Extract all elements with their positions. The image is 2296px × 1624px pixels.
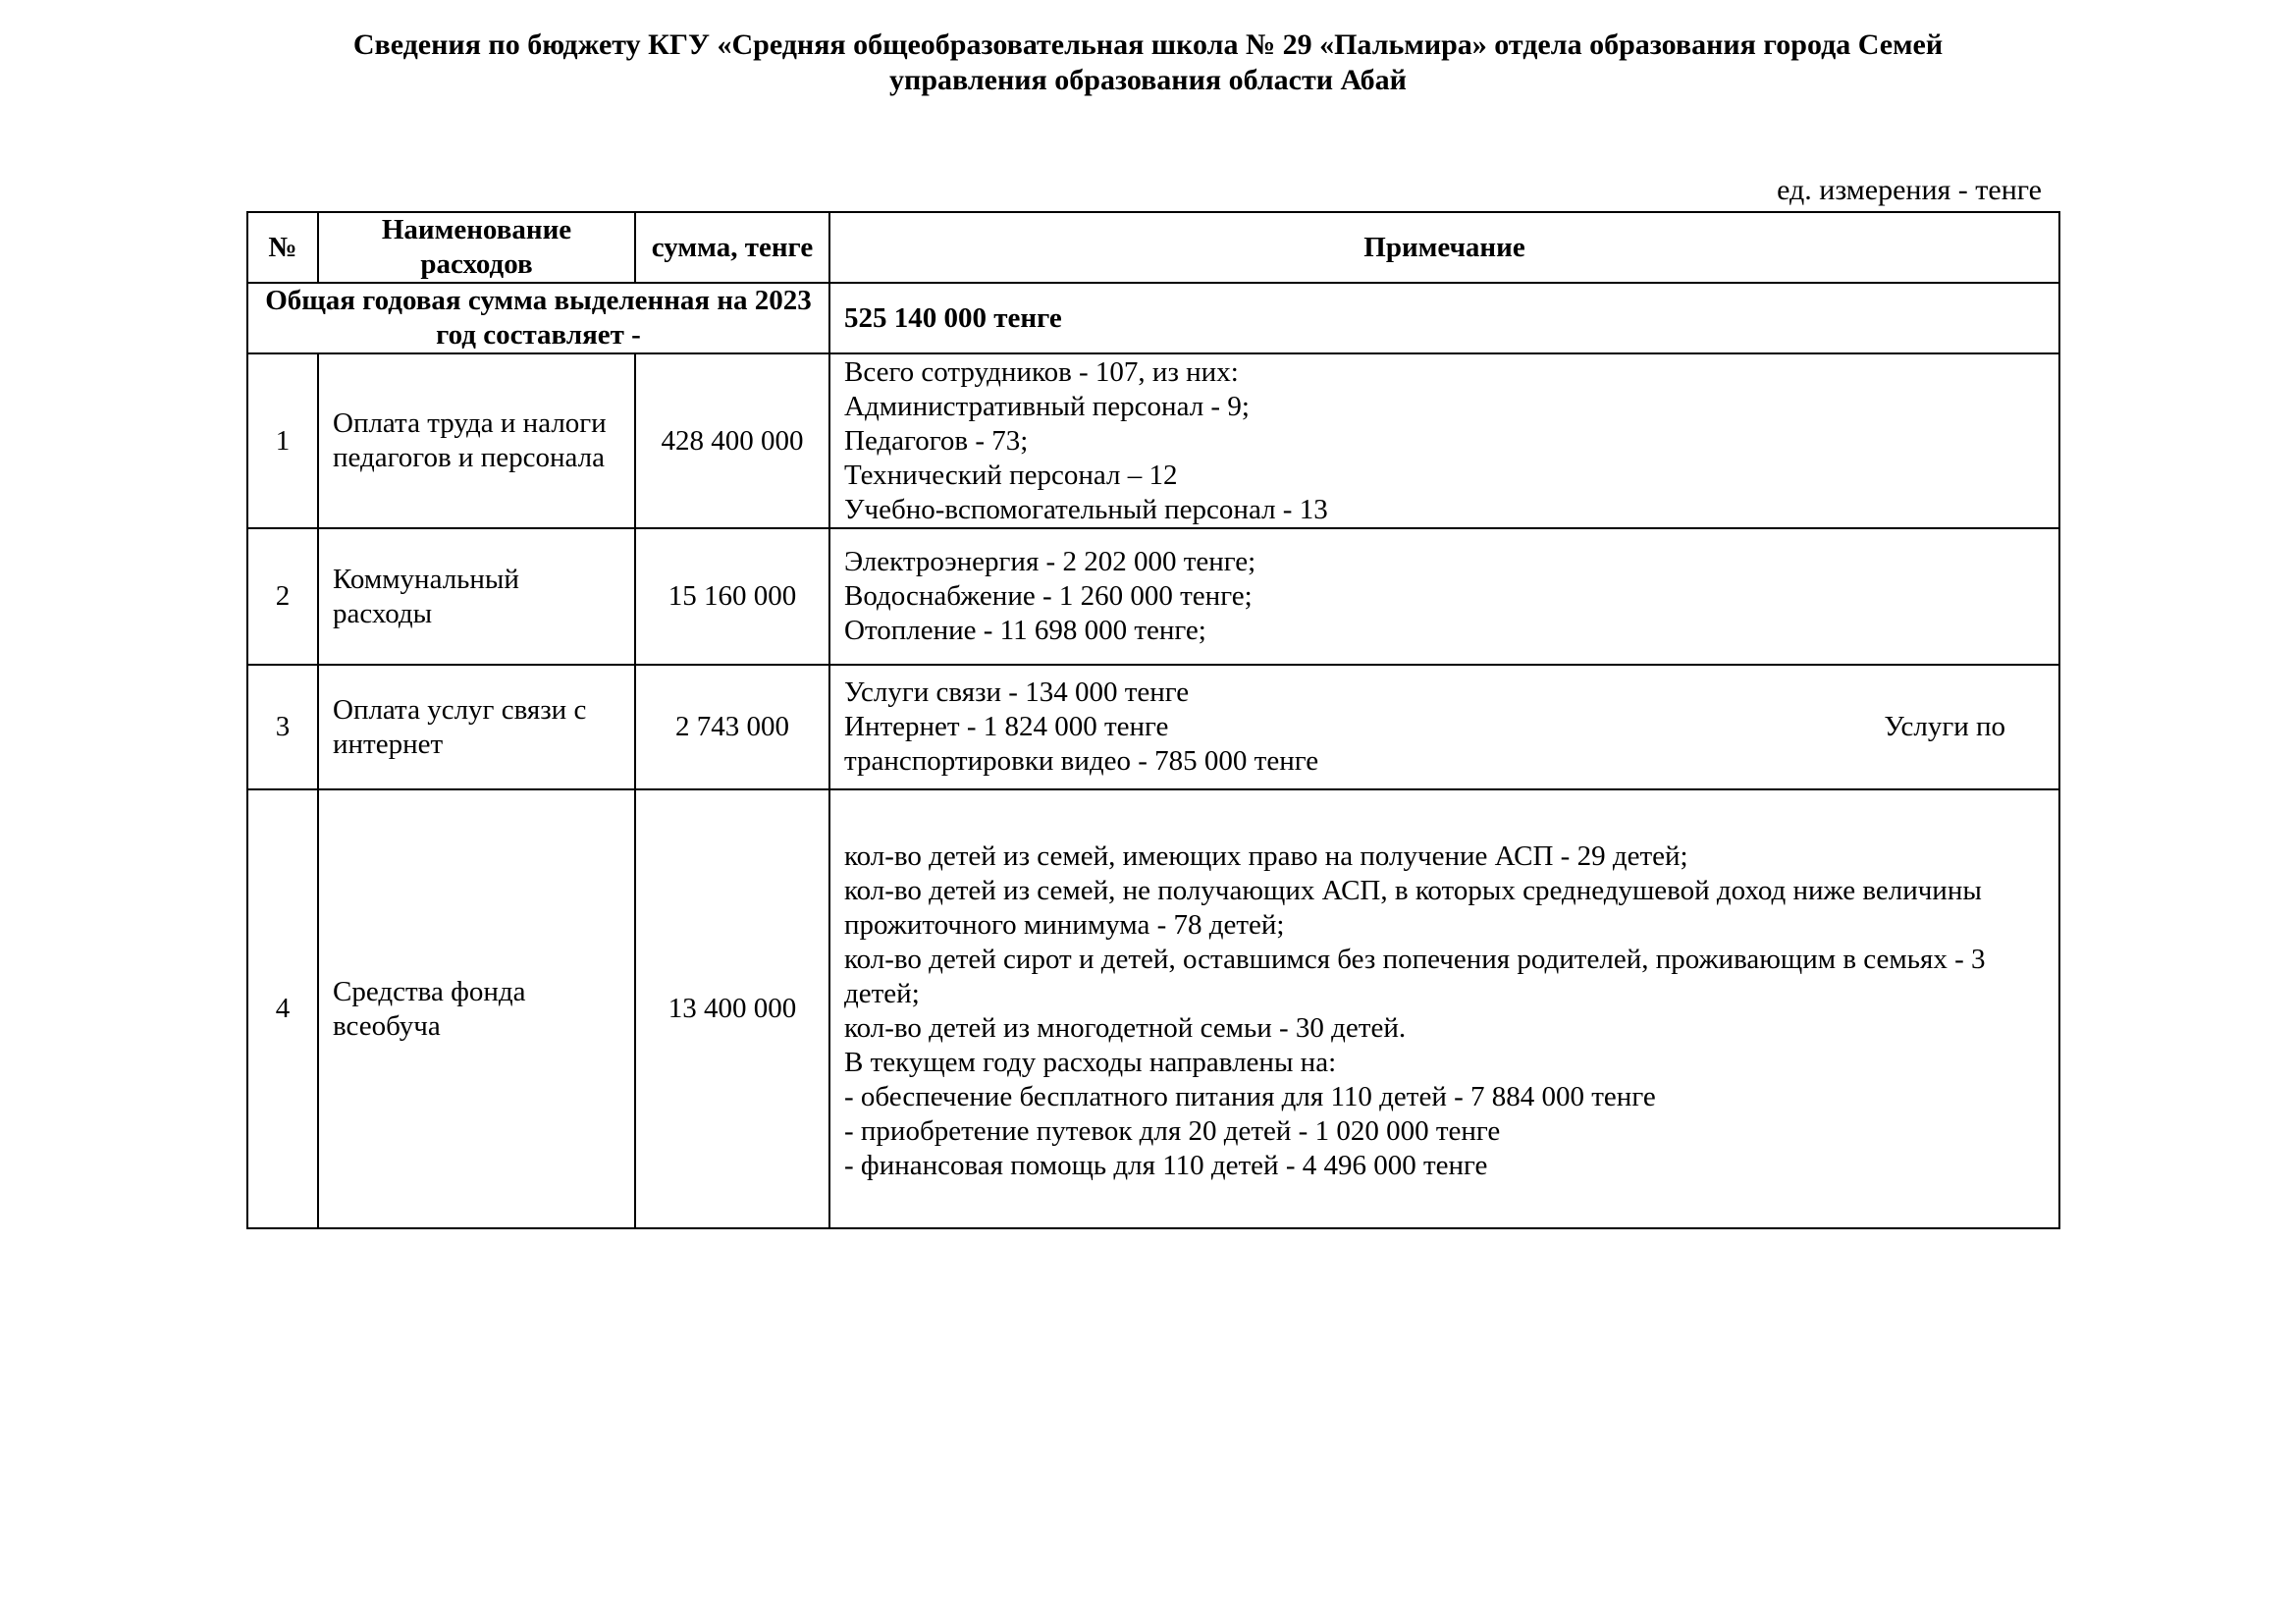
note-line: - финансовая помощь для 110 детей - 4 496 000 тенге <box>844 1150 1488 1181</box>
row-number: 2 <box>247 528 318 665</box>
row-expense-name: Средства фонда всеобуча <box>318 789 635 1228</box>
table-row <box>247 665 2059 789</box>
note-line: - обеспечение бесплатного питания для 110 детей - 7 884 000 тенге <box>844 1081 1656 1112</box>
note-line: Водоснабжение - 1 260 000 тенге; <box>844 580 1253 612</box>
document-title-line-2: управления образования области Абай <box>889 64 1407 96</box>
row-amount: 13 400 000 <box>635 789 829 1228</box>
unit-of-measure-note: ед. измерения - тенге <box>1777 174 2042 206</box>
row-number: 1 <box>247 353 318 528</box>
row-number: 4 <box>247 789 318 1228</box>
row-note <box>829 789 2059 1228</box>
row-amount: 2 743 000 <box>635 665 829 789</box>
table-header-row <box>247 212 2059 283</box>
row-number: 3 <box>247 665 318 789</box>
row-expense-name: Оплата труда и налоги педагогов и персонала <box>318 353 635 528</box>
note-line: Педагогов - 73; <box>844 424 1029 457</box>
header-expense-name: Наименование расходов <box>318 212 635 283</box>
note-line: Всего сотрудников - 107, из них: <box>844 355 1239 388</box>
note-line-split <box>844 710 2045 744</box>
total-value: 525 140 000 тенге <box>829 283 2059 353</box>
row-expense-name: Оплата услуг связи с интернет <box>318 665 635 789</box>
note-line: Административный персонал - 9; <box>844 390 1250 422</box>
note-line: Электроэнергия - 2 202 000 тенге; <box>844 546 1256 577</box>
note-line: кол-во детей из семей, не получающих АСП, в которых среднедушевой доход ниже величины прожиточного минимума - 78 детей; <box>844 875 1982 941</box>
note-line: кол-во детей сирот и детей, оставшимся без попечения родителей, проживающим в семьях - 3 детей; <box>844 944 1986 1009</box>
header-amount: сумма, тенге <box>635 212 829 283</box>
row-amount: 428 400 000 <box>635 353 829 528</box>
row-expense-name: Коммунальный расходы <box>318 528 635 665</box>
total-row <box>247 283 2059 353</box>
row-amount: 15 160 000 <box>635 528 829 665</box>
note-line: В текущем году расходы направлены на: <box>844 1047 1337 1078</box>
total-label: Общая годовая сумма выделенная на 2023 год составляет - <box>247 283 829 353</box>
row-note <box>829 353 2059 528</box>
note-line: - приобретение путевок для 20 детей - 1 020 000 тенге <box>844 1115 1501 1147</box>
row-note <box>829 528 2059 665</box>
table-row <box>247 353 2059 528</box>
note-line: Технический персонал – 12 <box>844 459 1178 491</box>
header-number: № <box>247 212 318 283</box>
budget-table <box>246 211 2060 1229</box>
note-line: Услуги связи - 134 000 тенге <box>844 677 1190 708</box>
document-title-line-1: Сведения по бюджету КГУ «Средняя общеобразовательная школа № 29 «Пальмира» отдела образования города Семей <box>352 28 1944 61</box>
table-row <box>247 789 2059 1228</box>
note-line: транспортировки видео - 785 000 тенге <box>844 745 1319 777</box>
document-title <box>0 27 2296 98</box>
header-note: Примечание <box>829 212 2059 283</box>
note-line: Интернет - 1 824 000 тенге <box>844 711 1169 742</box>
note-line: Услуги по <box>1884 711 2005 742</box>
note-line: Отопление - 11 698 000 тенге; <box>844 615 1206 646</box>
row-note <box>829 665 2059 789</box>
table-row <box>247 528 2059 665</box>
note-line: Учебно-вспомогательный персонал - 13 <box>844 493 1328 525</box>
note-line: кол-во детей из многодетной семьи - 30 детей. <box>844 1012 1407 1044</box>
note-line: кол-во детей из семей, имеющих право на получение АСП - 29 детей; <box>844 840 1688 872</box>
